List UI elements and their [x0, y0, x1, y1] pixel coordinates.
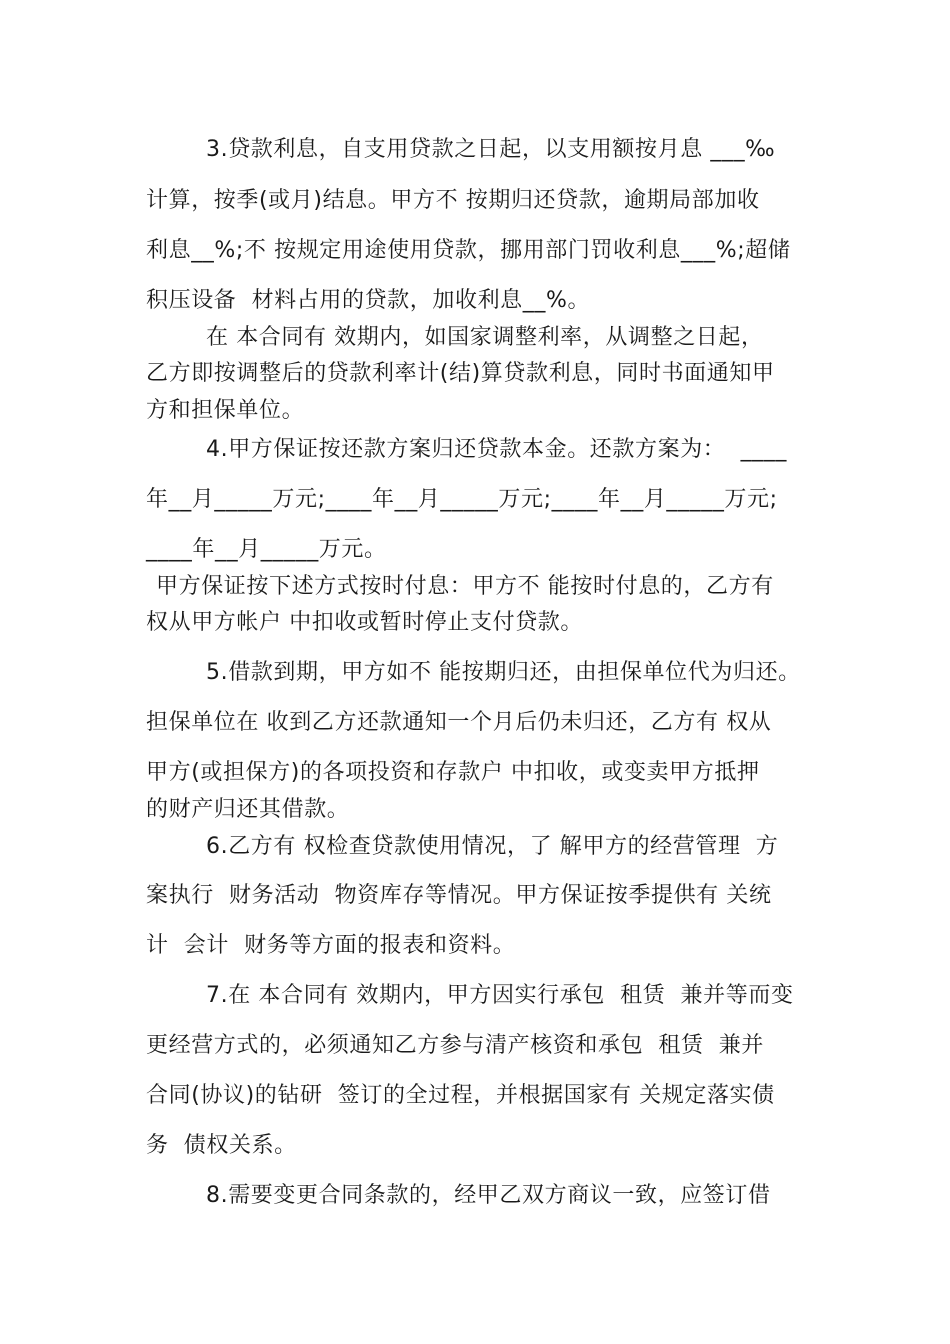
- text-line-interest-2: 权从甲方帐户 中扣收或暂时停止支付贷款。: [146, 610, 583, 635]
- text-line-clause-4-3: ____年__月_____万元。: [146, 537, 387, 562]
- text-line-rate-adjust-2: 乙方即按调整后的贷款利率计(结)算贷款利息，同时书面通知甲: [146, 361, 775, 386]
- text-line-clause-7-2: 更经营方式的，必须通知乙方参与清产核资和承包 租赁 兼并: [146, 1033, 764, 1058]
- text-line-clause-7-4: 务 债权关系。: [146, 1133, 297, 1158]
- text-line-rate-adjust-1: 在 本合同有 效期内，如国家调整利率，从调整之日起，: [206, 325, 764, 350]
- text-line-clause-3-4: 积压设备 材料占用的贷款，加收利息__%。: [146, 288, 591, 313]
- text-line-clause-5-1: 5.借款到期，甲方如不 能按期归还，由担保单位代为归还。: [206, 660, 801, 685]
- text-line-clause-8-1: 8.需要变更合同条款的，经甲乙双方商议一致，应签订借: [206, 1183, 771, 1208]
- text-line-clause-6-1: 6.乙方有 权检查贷款使用情况，了 解甲方的经营管理 方: [206, 834, 779, 859]
- text-line-clause-3-2: 计算，按季(或月)结息。甲方不 按期归还贷款，逾期局部加收: [146, 188, 760, 213]
- text-line-clause-5-2: 担保单位在 收到乙方还款通知一个月后仍未归还，乙方有 权从: [146, 710, 772, 735]
- text-line-clause-3-3: 利息__%;不 按规定用途使用贷款，挪用部门罚收利息___%;超储: [146, 238, 791, 263]
- text-line-clause-6-3: 计 会计 财务等方面的报表和资料。: [146, 933, 516, 958]
- text-line-interest-1: 甲方保证按下述方式按时付息：甲方不 能按时付息的，乙方有: [156, 574, 774, 599]
- text-line-clause-4-1: 4.甲方保证按还款方案归还贷款本金。还款方案为： ____: [206, 437, 787, 462]
- text-line-clause-7-3: 合同(协议)的钻研 签订的全过程，并根据国家有 关规定落实债: [146, 1083, 775, 1108]
- text-line-clause-6-2: 案执行 财务活动 物资库存等情况。甲方保证按季提供有 关统: [146, 883, 772, 908]
- text-line-clause-3-1: 3.贷款利息，自支用贷款之日起，以支用额按月息 ___‰: [206, 137, 776, 162]
- text-line-rate-adjust-3: 方和担保单位。: [146, 398, 305, 423]
- text-line-clause-5-4: 的财产归还其借款。: [146, 797, 350, 822]
- text-line-clause-5-3: 甲方(或担保方)的各项投资和存款户 中扣收，或变卖甲方抵押: [146, 760, 760, 785]
- text-line-clause-7-1: 7.在 本合同有 效期内，甲方因实行承包 租赁 兼并等而变: [206, 983, 794, 1008]
- text-line-clause-4-2: 年__月_____万元;____年__月_____万元;____年__月_____万元;: [146, 487, 778, 512]
